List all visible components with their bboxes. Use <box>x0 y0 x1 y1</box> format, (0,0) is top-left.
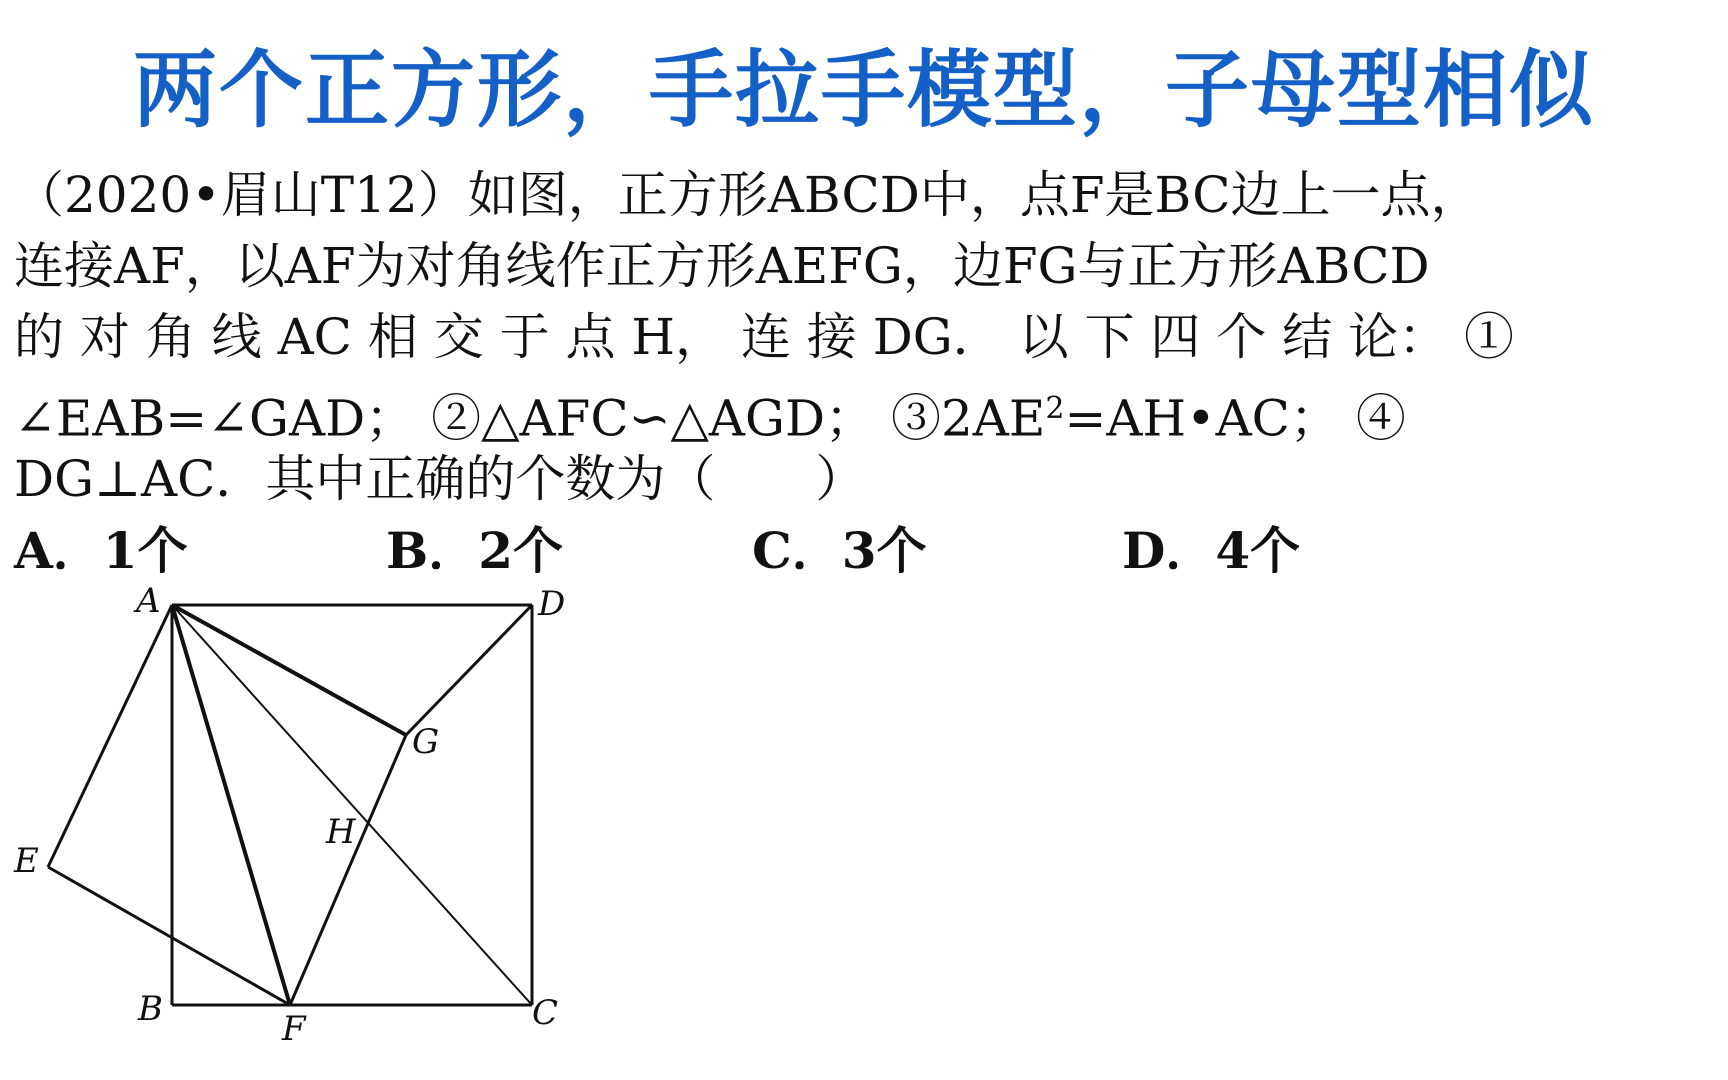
problem-line-4-head: ∠EAB=∠GAD； ②△AFC∽△AGD； ③2AE <box>14 389 1046 444</box>
choice-c-value: 3个 <box>841 521 927 580</box>
label-f: F <box>282 1009 306 1049</box>
label-g: G <box>412 722 440 762</box>
choice-c[interactable] <box>752 516 927 586</box>
label-a: A <box>136 581 161 621</box>
choice-a-value: 1个 <box>102 521 188 580</box>
segment-ae <box>48 605 172 867</box>
label-b: B <box>138 989 163 1029</box>
diagonal-ac <box>172 605 532 1005</box>
geometry-figure <box>0 580 640 1060</box>
problem-line-3: 的 对 角 线 AC 相 交 于 点 H， 连 接 DG． 以 下 四 个 结 论： ① <box>14 308 1514 366</box>
problem-line-4 <box>14 373 1714 444</box>
label-c: C <box>532 993 559 1033</box>
choice-d[interactable] <box>1122 516 1300 586</box>
problem-line-5: DG⊥AC．其中正确的个数为（ ） <box>14 450 866 508</box>
choice-c-letter: C． <box>752 521 842 580</box>
page-title: 两个正方形，手拉手模型，子母型相似 <box>132 41 1595 139</box>
choice-b-letter: B． <box>386 521 479 580</box>
problem-line-2: 连接AF，以AF为对角线作正方形AEFG，边FG与正方形ABCD <box>14 237 1430 295</box>
problem-line-4-tail: =AH•AC； ④ <box>1064 389 1406 444</box>
segment-ga <box>172 605 406 735</box>
superscript-2: 2 <box>1045 391 1065 426</box>
choice-d-letter: D． <box>1122 521 1216 580</box>
problem-statement <box>14 160 1714 515</box>
answer-choices <box>14 516 1714 586</box>
choice-b[interactable] <box>386 516 563 586</box>
choice-d-value: 4个 <box>1215 521 1301 580</box>
choice-a[interactable] <box>14 516 188 586</box>
segment-fg <box>290 735 406 1005</box>
choice-b-value: 2个 <box>478 521 564 580</box>
problem-line-1: （2020•眉山T12）如图，正方形ABCD中，点F是BC边上一点， <box>14 166 1481 224</box>
diagonal-af <box>172 605 290 1005</box>
choice-a-letter: A． <box>14 521 103 580</box>
label-h: H <box>326 812 356 852</box>
segment-dg <box>406 605 532 735</box>
label-e: E <box>14 841 39 881</box>
label-d: D <box>538 584 566 624</box>
